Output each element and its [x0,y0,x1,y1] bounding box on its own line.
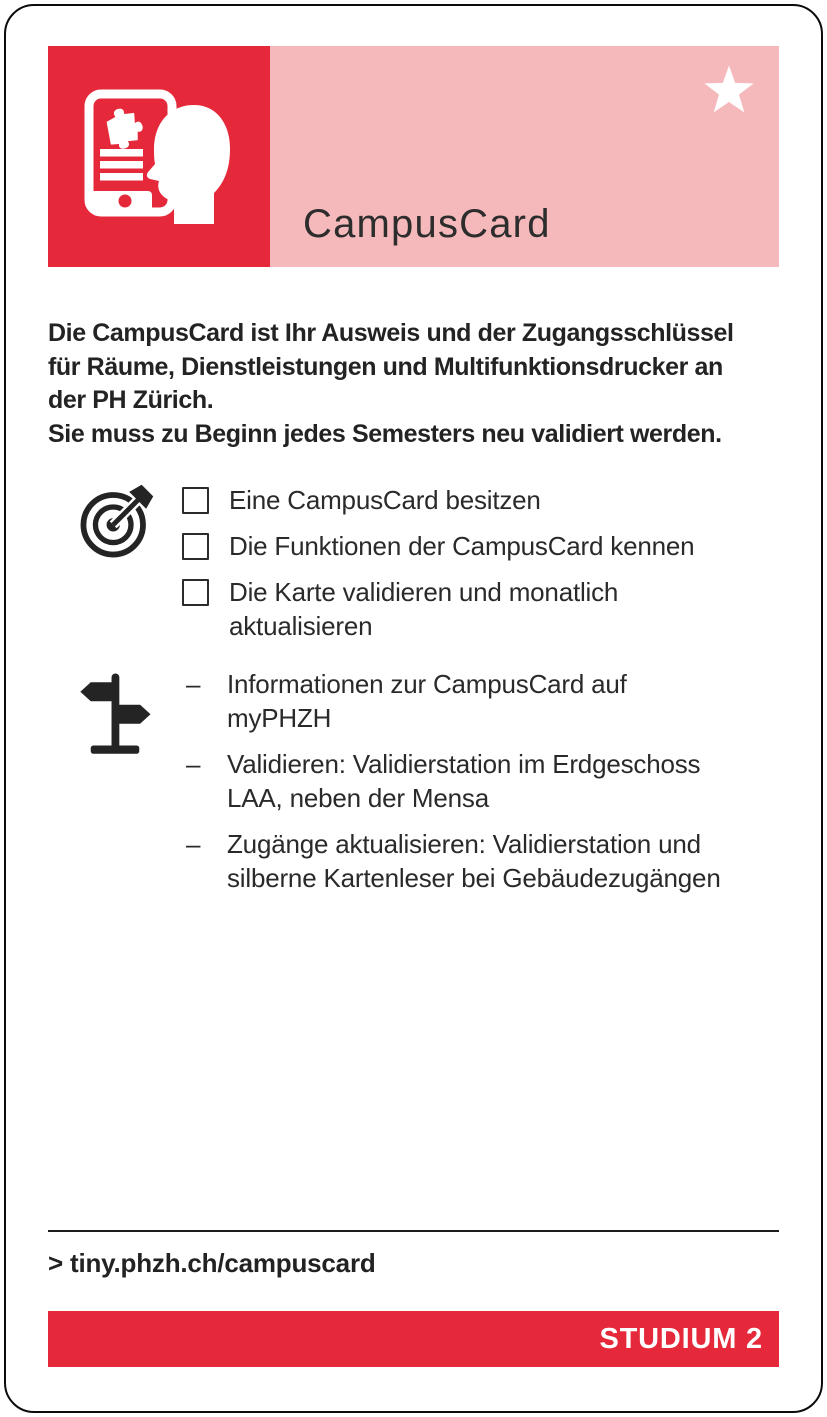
dash-bullet: – [186,669,201,699]
directions-line: Zugänge aktualisieren: Validierstation und [227,829,701,859]
page-title: CampusCard [303,202,551,246]
footer-divider [48,1230,779,1232]
star-icon [704,65,754,113]
footer-bar [48,1311,779,1367]
intro-line: Die CampusCard ist Ihr Ausweis und der Zugangsschlüssel [48,319,734,347]
checklist-item [182,529,779,563]
directions-item [182,667,779,735]
directions-line: LAA, neben der Mensa [227,783,489,813]
checklist [182,483,779,643]
directions-line: Informationen zur CampusCard auf [227,669,627,699]
intro-line: für Räume, Dienstleistungen und Multifunktionsdrucker an [48,352,723,381]
dash-bullet: – [186,749,201,779]
directions-icon-col [48,667,182,895]
directions-list [182,667,779,895]
checklist-line: aktualisieren [229,611,373,641]
phone-head-puzzle-icon [84,89,234,224]
directions-item-label [227,747,700,815]
campuscard-card [4,4,823,1413]
directions-section [48,667,779,895]
directions-item-label [227,827,721,895]
checklist-item-label [229,483,541,517]
checklist-line: Die Funktionen der CampusCard kennen [229,531,695,561]
directions-item [182,747,779,815]
checklist-item [182,483,779,517]
header-banner [270,46,779,267]
checkbox[interactable] [182,579,209,606]
directions-item-label [227,667,627,735]
header-icon-tile [48,46,270,267]
intro-text [48,317,779,451]
checklist-item-label [229,575,618,643]
intro-line: der PH Zürich. [48,386,214,414]
directions-item [182,827,779,895]
checklist-line: Die Karte validieren und monatlich [229,577,619,607]
directions-line: Validieren: Validierstation im Erdgeschoss [227,749,701,779]
goals-section [48,483,779,643]
checkbox[interactable] [182,487,209,514]
checklist-line: Eine CampusCard besitzen [229,485,541,515]
directions-line: myPHZH [227,703,332,733]
intro-line: Sie muss zu Beginn jedes Semesters neu validiert werden. [48,419,722,448]
checklist-item [182,575,779,643]
checkbox[interactable] [182,533,209,560]
category-badge: STUDIUM 2 [599,1322,763,1355]
signpost-icon [76,667,154,765]
dash-bullet: – [186,829,201,859]
directions-line: silberne Kartenleser bei Gebäudezugängen [227,863,721,893]
goals-icon-col [48,483,182,643]
target-icon [74,483,156,563]
header [48,46,779,267]
checklist-item-label [229,529,694,563]
footer-link[interactable]: > tiny.phzh.ch/campuscard [48,1248,376,1278]
